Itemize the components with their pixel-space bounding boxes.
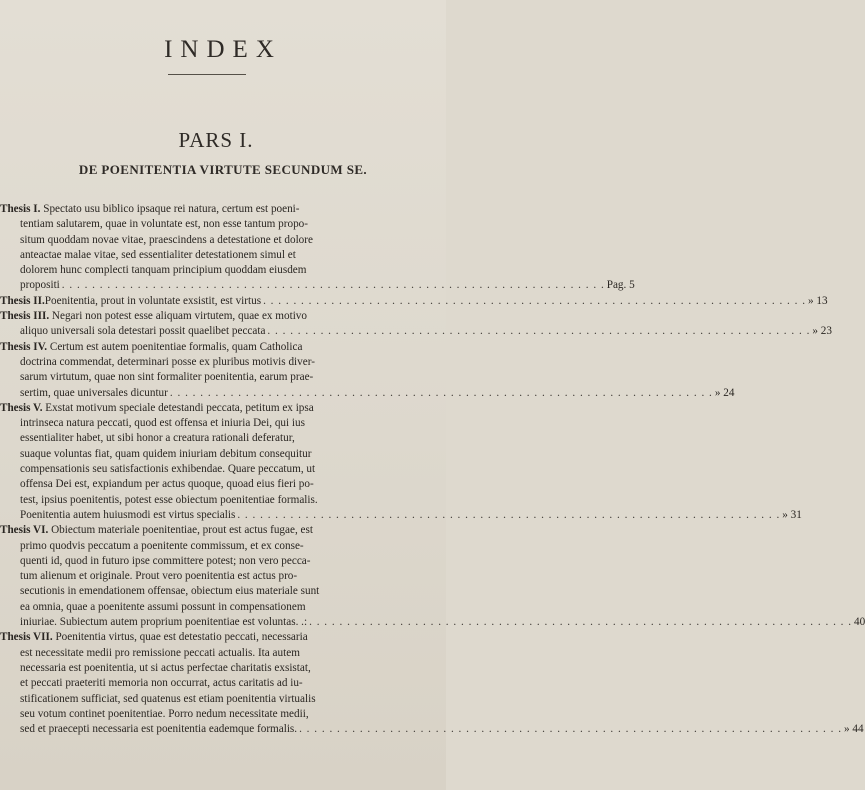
entry-text: Poenitentia virtus, quae est detestatio peccati, necessaria xyxy=(55,631,308,644)
index-entry xyxy=(0,294,828,309)
thesis-label: Thesis VI. xyxy=(0,524,49,537)
entry-text: Poenitentia, prout in voluntate exsistit, est virtus xyxy=(44,294,262,307)
leader-dots: . . . . . . . . . . . . . . . . . . . . . . . . . . . . . . . . . . . . . . . . . . . . . . . . . . . . . . . . . . . . . . . . . . . . . . . . xyxy=(263,294,807,307)
entry-text: secutionis in emendationem offensae, obiectum eius materiale sunt xyxy=(20,585,320,598)
entry-text: iniuriae. Subiectum autem proprium poenitentiae est voluntas. .: xyxy=(20,616,308,629)
leader-dots: . . . . . . . . . . . . . . . . . . . . . . . . . . . . . . . . . . . . . . . . . . . . . . . . . . . . . . . . . . . . . . . . . . . . . . . . xyxy=(267,325,811,338)
page-number: 40 xyxy=(854,616,865,629)
entry-text: primo quodvis peccatum a poenitente commissum, et ex conse- xyxy=(20,539,304,552)
entry-line xyxy=(0,278,635,293)
entry-line xyxy=(0,401,446,416)
entry-text: test, ipsius poenitentis, potest esse obiectum poenitentiae formalis. xyxy=(20,493,318,506)
entry-line xyxy=(0,370,446,385)
entry-text: sertim, quae universales dicuntur xyxy=(20,386,168,399)
entry-text: seu votum continet poenitentiae. Porro nedum necessitate medii, xyxy=(20,707,309,720)
entry-text: dolorem hunc complecti tanquam principium quoddam eiusdem xyxy=(20,264,307,277)
thesis-label: Thesis II. xyxy=(0,294,45,307)
entry-line xyxy=(0,676,446,691)
page-number: » 44 xyxy=(844,723,864,736)
index-entry xyxy=(0,340,735,401)
thesis-label: Thesis I. xyxy=(0,203,41,215)
entry-line xyxy=(0,661,446,676)
entry-line xyxy=(0,355,446,370)
entry-text: Spectato usu biblico ipsaque rei natura, certum est poeni- xyxy=(43,203,300,215)
entry-text: Obiectum materiale poenitentiae, prout est actus fugae, est xyxy=(51,524,313,537)
index-entry xyxy=(0,309,832,340)
entry-line xyxy=(0,202,446,217)
entry-text: intrinseca natura peccati, quod est offensa et iniuria Dei, qui ius xyxy=(20,417,305,430)
entry-text: est necessitate medii pro remissione peccati actualis. Ita autem xyxy=(20,646,300,659)
entry-line xyxy=(0,477,446,492)
index-entry xyxy=(0,202,635,294)
entry-line xyxy=(0,600,446,615)
entry-line xyxy=(0,539,446,554)
part-heading: PARS I. xyxy=(178,128,254,152)
entry-text: Exstat motivum speciale detestandi peccata, petitum ex ipsa xyxy=(45,401,314,414)
entry-line xyxy=(0,431,446,446)
entry-line xyxy=(0,248,446,263)
page-title: INDEX xyxy=(164,36,282,63)
entry-text: tum alienum et originale. Prout vero poenitentia est actus pro- xyxy=(20,570,298,583)
entry-line xyxy=(0,584,446,599)
entry-line xyxy=(0,554,446,569)
entry-text: propositi xyxy=(20,279,60,292)
entry-text: tentiam salutarem, quae in voluntate est, non esse tantum propo- xyxy=(20,218,309,231)
page-number: » 24 xyxy=(714,386,735,399)
entry-text: et peccati praeteriti memoria non occurrat, actus caritatis ad iu- xyxy=(20,677,303,690)
entry-line xyxy=(0,493,446,508)
thesis-label: Thesis VII. xyxy=(0,631,53,644)
title-rule xyxy=(168,74,246,75)
leader-dots: . . . . . . . . . . . . . . . . . . . . . . . . . . . . . . . . . . . . . . . . . . . . . . . . . . . . . . . . . . . . . . . . . . . . . . . . xyxy=(169,386,713,399)
entry-line xyxy=(0,508,802,523)
entry-text: Certum est autem poenitentiae formalis, quam Catholica xyxy=(49,340,303,353)
part-subtitle: DE POENITENTIA VIRTUTE SECUNDUM SE. xyxy=(78,162,368,177)
entry-line xyxy=(0,263,446,278)
entry-text: essentialiter habet, ut sibi honor a creatura rationali deferatur, xyxy=(20,432,295,445)
entry-line xyxy=(0,324,832,339)
leader-dots: . . . . . . . . . . . . . . . . . . . . . . . . . . . . . . . . . . . . . . . . . . . . . . . . . . . . . . . . . . . . . . . . . . . . . . . . xyxy=(299,723,843,736)
thesis-label: Thesis III. xyxy=(0,310,50,323)
entry-text: Poenitentia autem huiusmodi est virtus specialis xyxy=(20,508,236,521)
entry-text: aliquo universali sola detestari possit quaelibet peccata xyxy=(20,325,266,338)
index-entry xyxy=(0,401,802,523)
entry-line xyxy=(0,447,446,462)
entry-line xyxy=(0,416,446,431)
leader-dots: . . . . . . . . . . . . . . . . . . . . . . . . . . . . . . . . . . . . . . . . . . . . . . . . . . . . . . . . . . . . . . . . . . . . . . . . xyxy=(309,616,853,629)
entry-line xyxy=(0,233,446,248)
entry-text: offensa Dei est, expiandum per actus quoque, quoad eius fieri po- xyxy=(20,478,314,491)
page-number: » 13 xyxy=(808,294,828,307)
entry-line xyxy=(0,309,446,324)
entry-text: quenti id, quod in futuro ipse committere potest; non vero pecca- xyxy=(20,554,311,567)
index-entry xyxy=(0,523,865,630)
entry-line xyxy=(0,217,446,232)
entry-text: compensationis seu satisfactionis exhibendae. Quare peccatum, ut xyxy=(20,463,316,476)
page-number: » 23 xyxy=(812,325,832,338)
entry-line xyxy=(0,646,446,661)
entry-text: necessaria est poenitentia, ut si actus perfectae charitatis exsistat, xyxy=(20,661,311,674)
entry-line xyxy=(0,569,446,584)
entry-line xyxy=(0,340,446,355)
index-entry xyxy=(0,630,864,737)
entry-text: sarum virtutum, quae non sint formaliter poenitentia, earum prae- xyxy=(20,371,314,384)
entry-line xyxy=(0,722,864,737)
entry-text: anteactae malae vitae, sed essentialiter detestationem simul et xyxy=(20,248,296,261)
entry-text: suaque voluntas fiat, quam quidem iniuriam debitum consequitur xyxy=(20,447,312,460)
entry-line xyxy=(0,386,735,401)
entry-text: ea omnia, quae a poenitente assumi possunt in compensationem xyxy=(20,600,306,613)
entry-line xyxy=(0,630,446,645)
thesis-label: Thesis IV. xyxy=(0,340,48,353)
entry-line xyxy=(0,294,828,309)
page-number: » 31 xyxy=(782,508,802,521)
thesis-label: Thesis V. xyxy=(0,401,43,414)
index-entries xyxy=(0,202,865,737)
entry-text: doctrina commendat, determinari posse ex pluribus motivis diver- xyxy=(20,355,315,368)
leader-dots: . . . . . . . . . . . . . . . . . . . . . . . . . . . . . . . . . . . . . . . . . . . . . . . . . . . . . . . . . . . . . . . . . . . . . . . . xyxy=(237,508,781,521)
page-number: Pag. 5 xyxy=(606,279,635,292)
entry-line xyxy=(0,692,446,707)
entry-text: Negari non potest esse aliquam virtutem, quae ex motivo xyxy=(51,310,307,323)
entry-line xyxy=(0,615,865,630)
entry-text: stificationem sufficiat, sed quatenus est etiam poenitentia virtualis xyxy=(20,692,316,705)
leader-dots: . . . . . . . . . . . . . . . . . . . . . . . . . . . . . . . . . . . . . . . . . . . . . . . . . . . . . . . . . . . . . . . . . . . . . . . . xyxy=(61,279,605,292)
entry-text: situm quoddam novae vitae, praescindens a detestatione et dolore xyxy=(20,233,313,246)
entry-line xyxy=(0,462,446,477)
entry-text: sed et praecepti necessaria est poenitentia eademque formalis. xyxy=(20,723,298,736)
entry-line xyxy=(0,707,446,722)
entry-line xyxy=(0,523,446,538)
